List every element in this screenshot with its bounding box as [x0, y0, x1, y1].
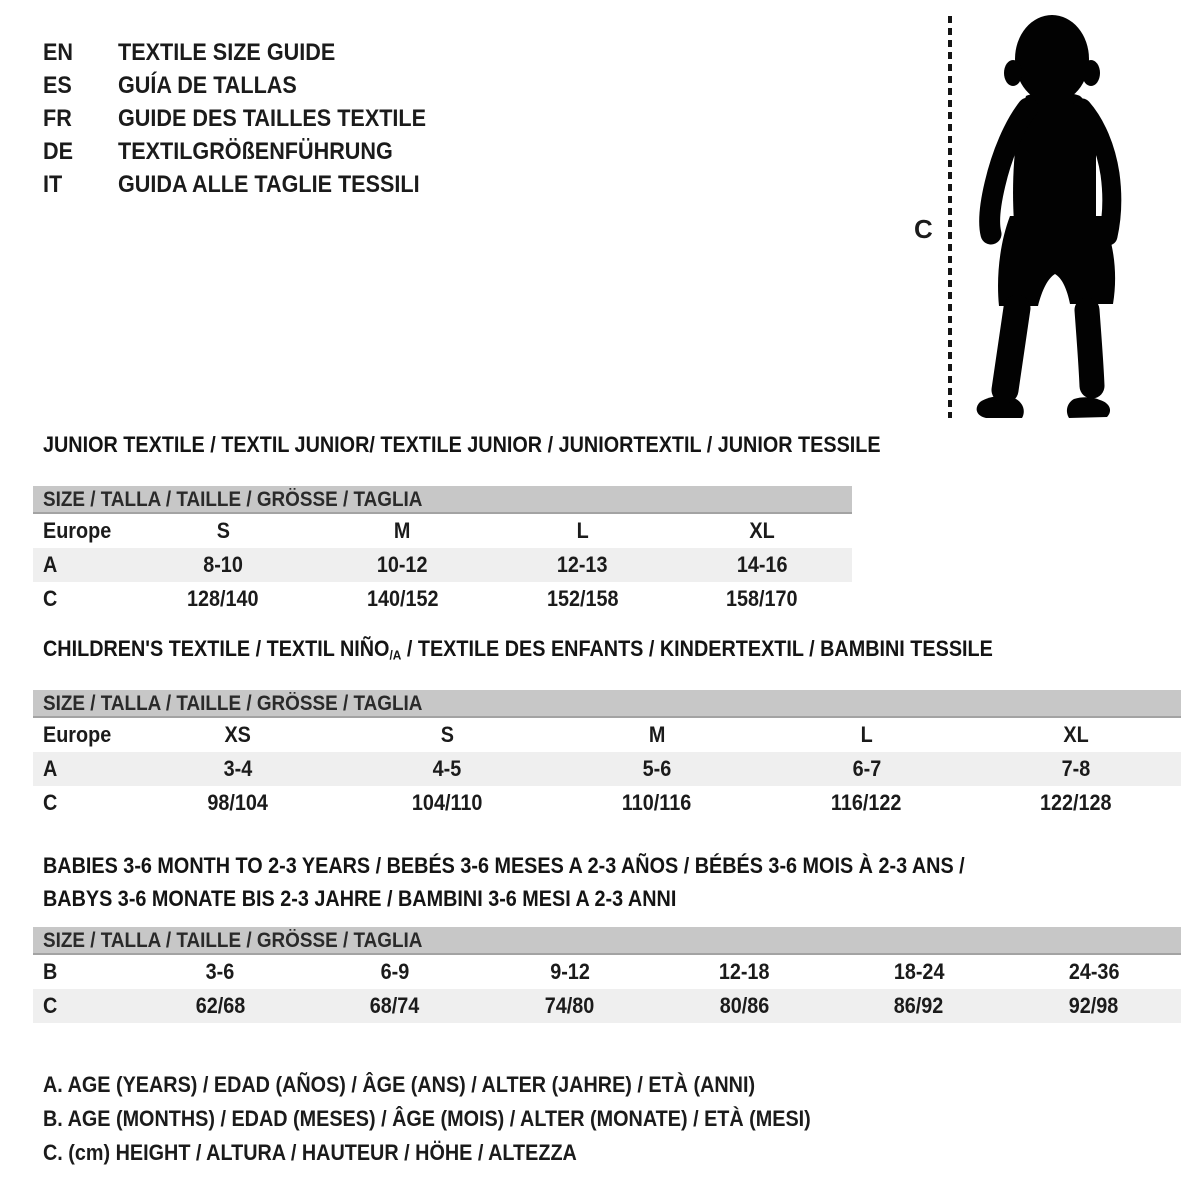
table-row [33, 548, 852, 582]
row-label: B [43, 959, 58, 984]
table-cell: L [860, 722, 873, 747]
table-cell: 68/74 [370, 993, 420, 1018]
table-row [33, 989, 1181, 1023]
table-cell: 7-8 [1061, 756, 1091, 781]
table-cell: M [394, 518, 411, 543]
table-cell: 92/98 [1068, 993, 1119, 1018]
table-row [33, 786, 1181, 820]
table-cell: 6-9 [380, 959, 410, 984]
language-row [43, 69, 460, 102]
table-row [33, 752, 1181, 786]
language-title: GUIDE DES TAILLES TEXTILE [118, 105, 427, 132]
table-row [33, 955, 1181, 989]
table-cell: 80/86 [719, 993, 770, 1018]
size-header-bar: SIZE / TALLA / TAILLE / GRÖSSE / TAGLIA [33, 690, 1181, 718]
table-cell: 4-5 [433, 756, 462, 781]
language-title: GUÍA DE TALLAS [118, 72, 297, 99]
table-cell: 116/122 [831, 790, 902, 815]
table-cell: 14-16 [736, 552, 788, 577]
table-cell: L [576, 518, 589, 543]
junior-size-table [33, 486, 852, 616]
table-cell: 3-6 [206, 959, 235, 984]
height-label-c: C [914, 214, 933, 244]
language-row [43, 135, 460, 168]
language-code: FR [43, 105, 72, 132]
language-code: EN [43, 39, 74, 66]
language-row [43, 168, 460, 201]
table-row [33, 514, 852, 548]
table-cell: 140/152 [366, 586, 439, 611]
measurement-legend [43, 1068, 896, 1170]
language-row [43, 36, 460, 69]
table-cell: 110/116 [622, 790, 692, 815]
table-cell: 9-12 [549, 959, 590, 984]
toddler-silhouette-icon [966, 12, 1136, 420]
row-label: C [43, 586, 58, 611]
table-cell: 6-7 [852, 756, 881, 781]
table-cell: XL [1063, 722, 1089, 747]
row-label: Europe [43, 518, 112, 543]
table-cell: 104/110 [412, 790, 483, 815]
table-cell: 12-18 [719, 959, 770, 984]
language-title-list [43, 36, 460, 201]
table-cell: 158/170 [726, 586, 798, 611]
table-cell: 10-12 [377, 552, 428, 577]
row-label: Europe [43, 722, 112, 747]
height-measure-dashed-line [948, 16, 952, 418]
table-row [33, 582, 852, 616]
table-cell: 86/92 [894, 993, 944, 1018]
children-section-title: CHILDREN'S TEXTILE / TEXTIL NIÑO/A / TEXTILE DES ENFANTS / KINDERTEXTIL / BAMBINI TESSILE [43, 636, 993, 663]
legend-line-c: C. (cm) HEIGHT / ALTURA / HAUTEUR / HÖHE / ALTEZZA [43, 1140, 577, 1165]
row-label: A [43, 552, 58, 577]
table-cell: XS [224, 722, 252, 747]
table-cell: 12-13 [557, 552, 608, 577]
legend-line-b: B. AGE (MONTHS) / EDAD (MESES) / ÂGE (MOIS) / ALTER (MONATE) / ETÀ (MESI) [43, 1106, 811, 1131]
row-label: C [43, 790, 58, 815]
table-cell: 3-4 [223, 756, 253, 781]
nino-a-subscript: /A [389, 647, 402, 663]
language-code: ES [43, 72, 72, 99]
size-header-bar: SIZE / TALLA / TAILLE / GRÖSSE / TAGLIA [33, 927, 1181, 955]
language-code: DE [43, 138, 74, 165]
table-cell: 18-24 [893, 959, 945, 984]
table-cell: 122/128 [1040, 790, 1112, 815]
table-cell: 5-6 [642, 756, 672, 781]
table-cell: S [440, 722, 454, 747]
table-cell: M [648, 722, 666, 747]
table-cell: 62/68 [195, 993, 246, 1018]
table-cell: 24-36 [1068, 959, 1119, 984]
table-cell: 152/158 [546, 586, 619, 611]
babies-size-table [33, 927, 1181, 1023]
table-cell: 98/104 [207, 790, 269, 815]
table-cell: 8-10 [203, 552, 243, 577]
language-title: TEXTILE SIZE GUIDE [118, 39, 336, 66]
table-row [33, 718, 1181, 752]
size-header-bar: SIZE / TALLA / TAILLE / GRÖSSE / TAGLIA [33, 486, 852, 514]
legend-line-a: A. AGE (YEARS) / EDAD (AÑOS) / ÂGE (ANS) / ALTER (JAHRE) / ETÀ (ANNI) [43, 1072, 756, 1097]
junior-section-title: JUNIOR TEXTILE / TEXTIL JUNIOR/ TEXTILE JUNIOR / JUNIORTEXTIL / JUNIOR TESSILE [43, 432, 881, 457]
row-label: C [43, 993, 58, 1018]
table-cell: 74/80 [544, 993, 595, 1018]
babies-section-title: BABIES 3-6 MONTH TO 2-3 YEARS / BEBÉS 3-6 MESES A 2-3 AÑOS / BÉBÉS 3-6 MOIS À 2-3 ANS / BABYS 3-6 MONATE BIS 2-3 JAHRE / BAMBINI 3-6 MESI A 2-3 ANNI [43, 853, 965, 911]
table-cell: S [216, 518, 230, 543]
table-cell: 128/140 [187, 586, 259, 611]
language-title: GUIDA ALLE TAGLIE TESSILI [118, 171, 420, 198]
language-code: IT [43, 171, 63, 198]
language-row [43, 102, 460, 135]
row-label: A [43, 756, 58, 781]
children-size-table [33, 690, 1181, 820]
language-title: TEXTILGRÖßENFÜHRUNG [118, 138, 393, 165]
table-cell: XL [749, 518, 775, 543]
